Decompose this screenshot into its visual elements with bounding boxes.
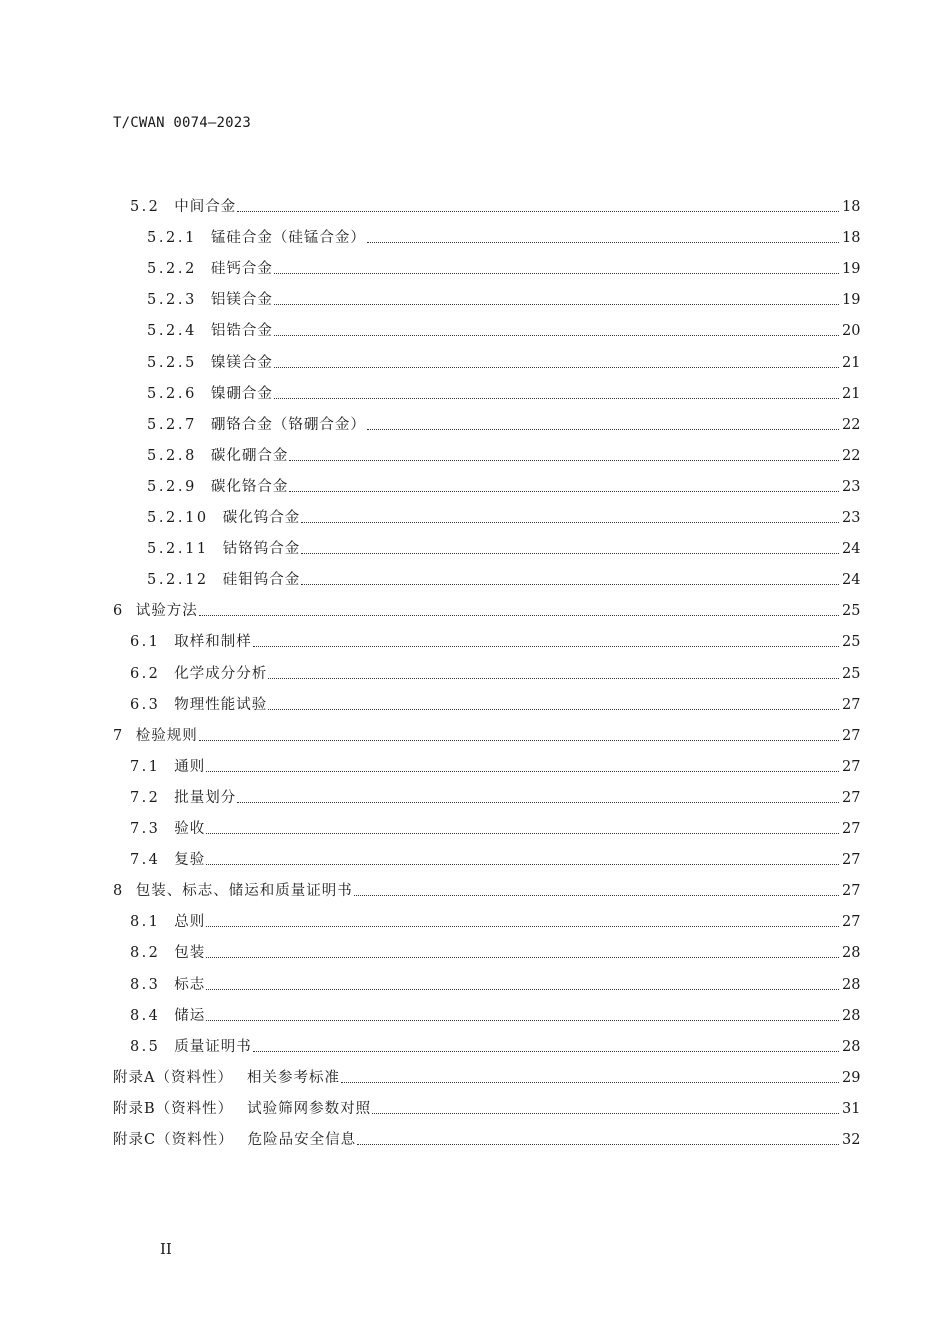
toc-entry-page: 22 (842, 416, 861, 433)
toc-entry-number: 7.2 (130, 789, 161, 806)
toc-entry[interactable] (113, 1128, 860, 1152)
toc-entry-page: 19 (842, 261, 861, 278)
dot-leader (289, 490, 839, 492)
dot-leader (357, 1143, 839, 1145)
toc-entry-title: 通则 (174, 758, 206, 775)
toc-entry-title: 质量证明书 (174, 1038, 252, 1055)
toc-entry-number: 5.2.5 (147, 354, 197, 371)
toc-entry-number: 5.2.4 (147, 323, 197, 340)
toc-entry-title: 危险品安全信息 (247, 1132, 357, 1148)
dot-leader (206, 956, 839, 958)
toc-entry-title: 批量划分 (174, 789, 237, 806)
toc-entry-number: 8.5 (130, 1038, 161, 1055)
toc-entry-number: 5.2.12 (147, 572, 209, 589)
toc-entry-title: 中间合金 (174, 199, 237, 215)
toc-entry-page: 27 (842, 914, 861, 931)
toc-entry[interactable] (147, 257, 860, 281)
toc-entry-title: 相关参考标准 (246, 1069, 340, 1086)
toc-entry[interactable] (113, 1097, 860, 1121)
dot-leader (301, 583, 839, 585)
dot-leader (206, 1019, 839, 1021)
toc-entry-title: 钴铬钨合金 (222, 541, 301, 558)
dot-leader (206, 832, 839, 834)
toc-entry-page: 19 (842, 292, 861, 309)
document-code: T/CWAN 0074—2023 (113, 115, 252, 131)
dot-leader (206, 770, 839, 772)
toc-entry-title: 验收 (174, 821, 206, 837)
toc-entry-title: 碳化铬合金 (210, 478, 289, 495)
toc-entry-title: 复验 (174, 852, 206, 869)
toc-entry[interactable] (147, 475, 860, 499)
toc-entry-title: 标志 (174, 976, 206, 993)
toc-entry-page: 27 (842, 758, 861, 775)
toc-entry-title: 碳化钨合金 (222, 510, 301, 526)
toc-entry-title: 总则 (174, 914, 206, 931)
toc-entry-title: 包装 (174, 945, 206, 962)
dot-leader (237, 801, 839, 803)
toc-entry-number: 5.2.10 (147, 510, 209, 526)
toc-entry[interactable] (130, 848, 860, 872)
toc-entry-title: 锰硅合金（硅锰合金） (210, 230, 366, 247)
toc-entry-title: 碳化硼合金 (210, 447, 289, 464)
toc-entry[interactable] (130, 1004, 860, 1028)
toc-entry-number: 5.2.9 (147, 478, 197, 495)
toc-entry-number: 7.3 (130, 821, 161, 837)
dot-leader (341, 1081, 839, 1083)
toc-entry-number: 6.2 (130, 665, 161, 682)
toc-entry-page: 18 (842, 230, 861, 247)
toc-entry[interactable] (130, 817, 860, 841)
toc-entry[interactable] (130, 693, 860, 717)
toc-entry-number: 6.1 (130, 634, 161, 651)
toc-entry-title: 检验规则 (135, 727, 198, 744)
toc-entry-title: 硅钙合金 (210, 261, 273, 278)
toc-entry-number: 5.2.8 (147, 447, 197, 464)
toc-entry-number: 5.2.1 (147, 230, 197, 247)
toc-entry-title: 试验筛网参数对照 (247, 1100, 372, 1117)
toc-entry-page: 24 (842, 572, 861, 589)
toc-entry-title: 镍镁合金 (210, 354, 273, 371)
toc-entry-title: 储运 (174, 1007, 206, 1024)
dot-leader (237, 210, 839, 212)
dot-leader (206, 863, 839, 865)
toc-entry-title: 化学成分分析 (174, 665, 268, 682)
toc-entry-page: 25 (842, 665, 861, 682)
toc-entry[interactable] (130, 755, 860, 779)
toc-entry-page: 27 (842, 821, 861, 837)
toc-entry-page: 27 (842, 696, 861, 713)
dot-leader (274, 303, 839, 305)
toc-entry-page: 23 (842, 510, 861, 526)
toc-entry-number: 6 (113, 603, 124, 620)
toc-entry-page: 31 (842, 1100, 861, 1117)
dot-leader (253, 645, 839, 647)
toc-entry[interactable] (130, 941, 860, 965)
dot-leader (268, 708, 839, 710)
dot-leader (268, 677, 839, 679)
toc-entry-number: 7.4 (130, 852, 161, 869)
toc-entry-number: 附录A（资料性） (113, 1069, 233, 1086)
toc-entry-number: 5.2 (130, 199, 161, 215)
toc-entry-page: 29 (842, 1069, 861, 1086)
toc-entry-page: 25 (842, 634, 861, 651)
toc-entry[interactable] (147, 568, 860, 592)
toc-entry-title: 镍硼合金 (210, 385, 273, 402)
toc-entry-page: 24 (842, 541, 861, 558)
toc-entry[interactable] (147, 413, 860, 437)
dot-leader (199, 614, 839, 616)
toc-entry-number: 5.2.11 (147, 541, 209, 558)
toc-entry-page: 32 (842, 1132, 861, 1148)
toc-entry[interactable] (147, 319, 860, 343)
toc-entry-number: 7 (113, 727, 124, 744)
toc-entry-title: 包装、标志、储运和质量证明书 (135, 883, 353, 900)
toc-entry-number: 8 (113, 883, 124, 900)
dot-leader (367, 428, 839, 430)
toc-entry[interactable] (130, 195, 860, 219)
toc-entry-title: 取样和制样 (174, 634, 252, 651)
toc-entry-page: 28 (842, 1007, 861, 1024)
toc-entry[interactable] (130, 786, 860, 810)
dot-leader (206, 925, 839, 927)
dot-leader (372, 1112, 839, 1114)
toc-entry-title: 硼铬合金（铬硼合金） (210, 416, 366, 433)
toc-entry-number: 5.2.3 (147, 292, 197, 309)
toc-entry-title: 硅钼钨合金 (222, 572, 301, 589)
toc-entry[interactable] (147, 537, 860, 561)
toc-entry-number: 附录C（资料性） (113, 1132, 234, 1148)
toc-entry-number: 附录B（资料性） (113, 1100, 234, 1117)
dot-leader (199, 739, 839, 741)
dot-leader (206, 988, 839, 990)
toc-entry[interactable] (130, 910, 860, 934)
dot-leader (301, 552, 839, 554)
toc-entry[interactable] (147, 351, 860, 375)
dot-leader (354, 894, 839, 896)
toc-entry-page: 25 (842, 603, 861, 620)
toc-entry-page: 27 (842, 883, 861, 900)
toc-entry[interactable] (147, 288, 860, 312)
dot-leader (301, 521, 839, 523)
dot-leader (289, 459, 839, 461)
dot-leader (274, 272, 839, 274)
toc-entry-page: 22 (842, 447, 861, 464)
toc-entry-number: 5.2.6 (147, 385, 197, 402)
toc-entry[interactable] (113, 724, 860, 748)
toc-entry-page: 28 (842, 945, 861, 962)
toc-entry-number: 8.1 (130, 914, 161, 931)
toc-entry[interactable] (147, 226, 860, 250)
dot-leader (274, 366, 839, 368)
toc-entry[interactable] (113, 599, 860, 623)
toc-entry[interactable] (130, 973, 860, 997)
page-number: II (160, 1240, 172, 1258)
toc-entry-number: 5.2.2 (147, 261, 197, 278)
toc-entry-page: 21 (842, 354, 861, 371)
toc-entry-page: 20 (842, 323, 861, 340)
toc-entry[interactable] (113, 1066, 860, 1090)
toc-entry-page: 18 (842, 199, 861, 215)
toc-entry-page: 28 (842, 1038, 861, 1055)
toc-entry-number: 8.4 (130, 1007, 161, 1024)
toc-entry-page: 23 (842, 478, 861, 495)
toc-entry[interactable] (113, 879, 860, 903)
toc-entry-page: 28 (842, 976, 861, 993)
dot-leader (274, 334, 839, 336)
toc-entry-title: 铝锆合金 (210, 323, 273, 340)
toc-entry-page: 27 (842, 789, 861, 806)
dot-leader (274, 397, 839, 399)
toc-entry-number: 5.2.7 (147, 416, 197, 433)
dot-leader (253, 1050, 839, 1052)
toc-entry-page: 27 (842, 727, 861, 744)
toc-entry[interactable] (147, 382, 860, 406)
toc-entry-number: 8.3 (130, 976, 161, 993)
toc-entry[interactable] (130, 1035, 860, 1059)
toc-entry[interactable] (130, 662, 860, 686)
toc-entry[interactable] (130, 630, 860, 654)
toc-entry[interactable] (147, 444, 860, 468)
toc-entry-page: 21 (842, 385, 861, 402)
toc-entry-title: 物理性能试验 (174, 696, 268, 713)
toc-entry-title: 试验方法 (135, 603, 198, 620)
toc-entry-number: 7.1 (130, 758, 161, 775)
toc-entry[interactable] (147, 506, 860, 530)
toc-entry-title: 铝镁合金 (210, 292, 273, 309)
toc-entry-number: 8.2 (130, 945, 161, 962)
dot-leader (367, 241, 839, 243)
toc-entry-number: 6.3 (130, 696, 161, 713)
toc-entry-page: 27 (842, 852, 861, 869)
